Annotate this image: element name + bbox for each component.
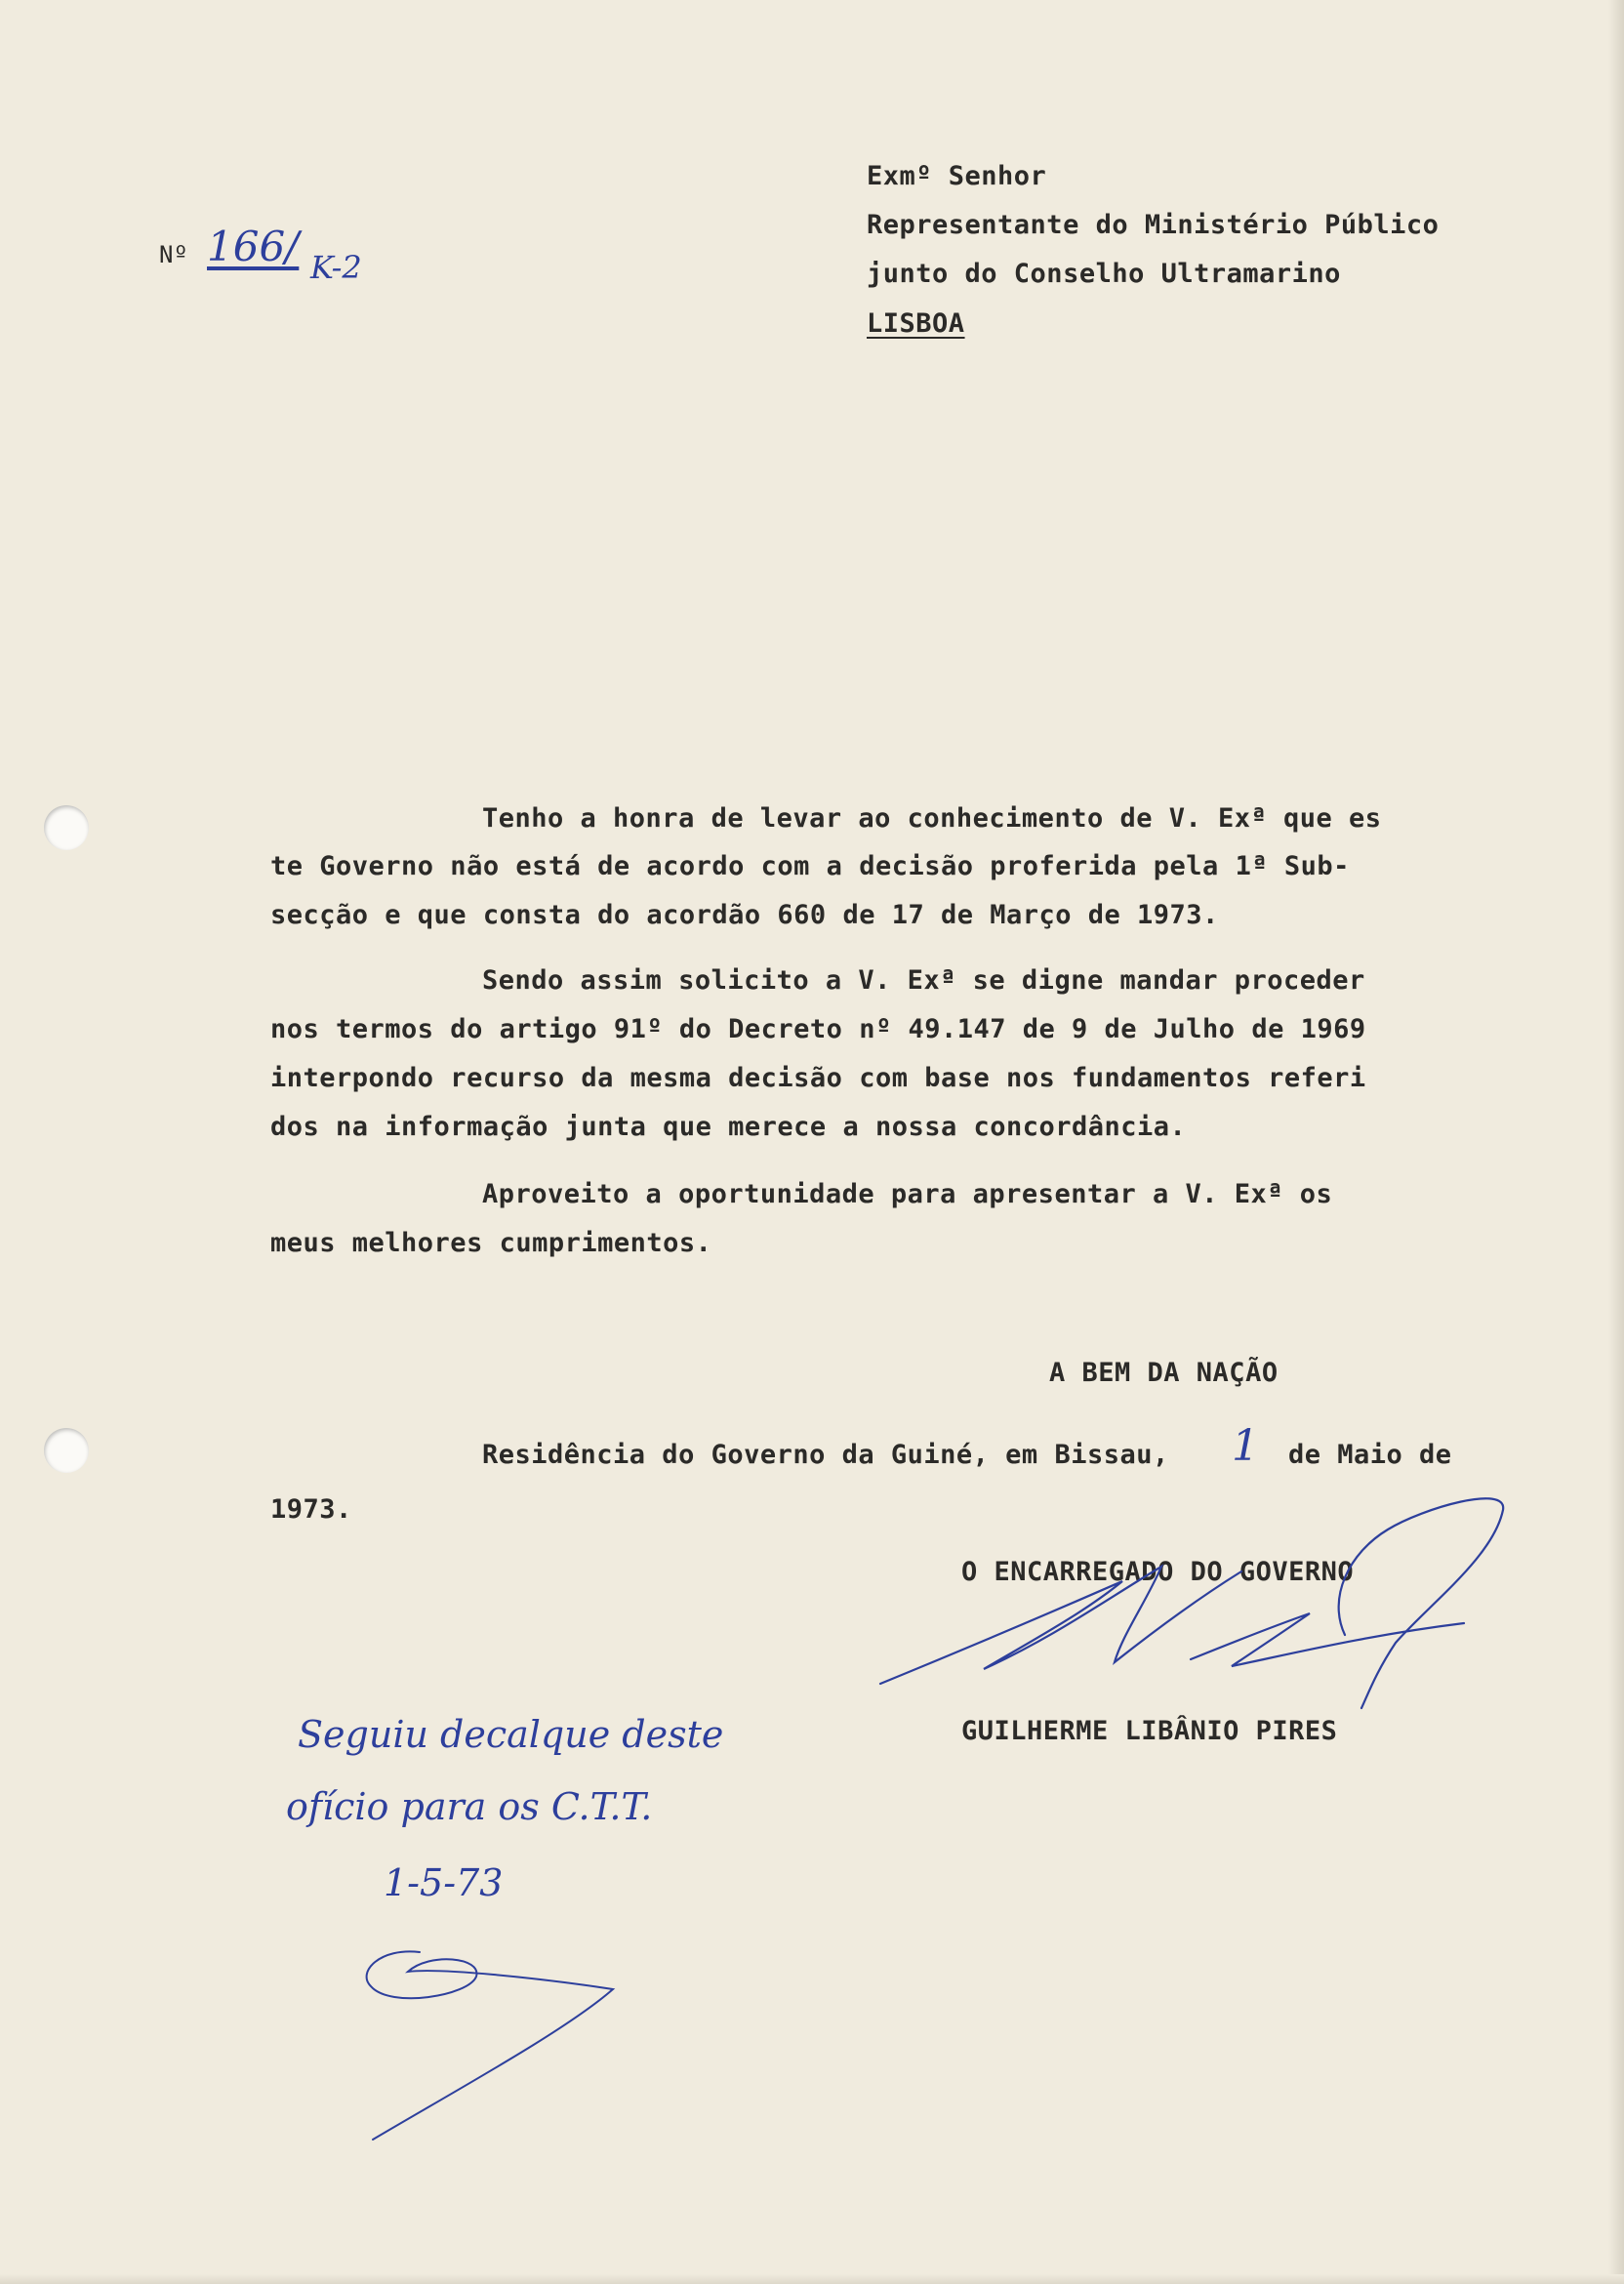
body-line: meus melhores cumprimentos. bbox=[270, 1228, 712, 1258]
date-year: 1973. bbox=[270, 1494, 352, 1525]
body-line: Sendo assim solicito a V. Exª se digne mandar proceder bbox=[482, 965, 1365, 996]
page-bottom-shadow bbox=[0, 2274, 1624, 2284]
body-line: te Governo não está de acordo com a decisão proferida pela 1ª Sub- bbox=[270, 851, 1350, 881]
addressee-salutation: Exmº Senhor bbox=[867, 161, 1047, 191]
reference-prefix: Nº bbox=[159, 241, 188, 268]
handwritten-day: 1 bbox=[1232, 1421, 1259, 1471]
body-line: nos termos do artigo 91º do Decreto nº 49.147 de 9 de Julho de 1969 bbox=[270, 1014, 1366, 1044]
signatory-title: O ENCARREGADO DO GOVERNO bbox=[961, 1557, 1355, 1587]
addressee-city: LISBOA bbox=[867, 308, 965, 339]
annotation-date: 1-5-73 bbox=[384, 1861, 504, 1904]
reference-number: 166/ bbox=[207, 223, 300, 270]
body-line: secção e que consta do acordão 660 de 17 de Março de 1973. bbox=[270, 900, 1219, 930]
reference-suffix: K-2 bbox=[310, 249, 362, 286]
signature bbox=[869, 1489, 1522, 1713]
annotation-line: Seguiu decalque deste bbox=[298, 1713, 724, 1756]
page-edge-shadow bbox=[1608, 0, 1624, 2284]
place-line: Residência do Governo da Guiné, em Bissau, bbox=[482, 1440, 1169, 1470]
initials-scribble bbox=[351, 1933, 634, 2147]
body-line: Aproveito a oportunidade para apresentar a V. Exª os bbox=[482, 1179, 1333, 1209]
body-line: interpondo recurso da mesma decisão com base nos fundamentos referi bbox=[270, 1063, 1366, 1093]
month-line: de Maio de bbox=[1288, 1440, 1452, 1470]
annotation-line: ofício para os C.T.T. bbox=[286, 1785, 653, 1828]
punch-hole-bottom bbox=[44, 1428, 89, 1473]
closing-motto: A BEM DA NAÇÃO bbox=[1049, 1358, 1279, 1388]
addressee-institution: junto do Conselho Ultramarino bbox=[867, 259, 1341, 289]
signatory-name: GUILHERME LIBÂNIO PIRES bbox=[961, 1716, 1338, 1746]
body-line: Tenho a honra de levar ao conhecimento de V. Exª que es bbox=[482, 803, 1382, 834]
body-line: dos na informação junta que merece a nossa concordância. bbox=[270, 1112, 1187, 1142]
addressee-title: Representante do Ministério Público bbox=[867, 210, 1440, 240]
punch-hole-top bbox=[44, 805, 89, 850]
